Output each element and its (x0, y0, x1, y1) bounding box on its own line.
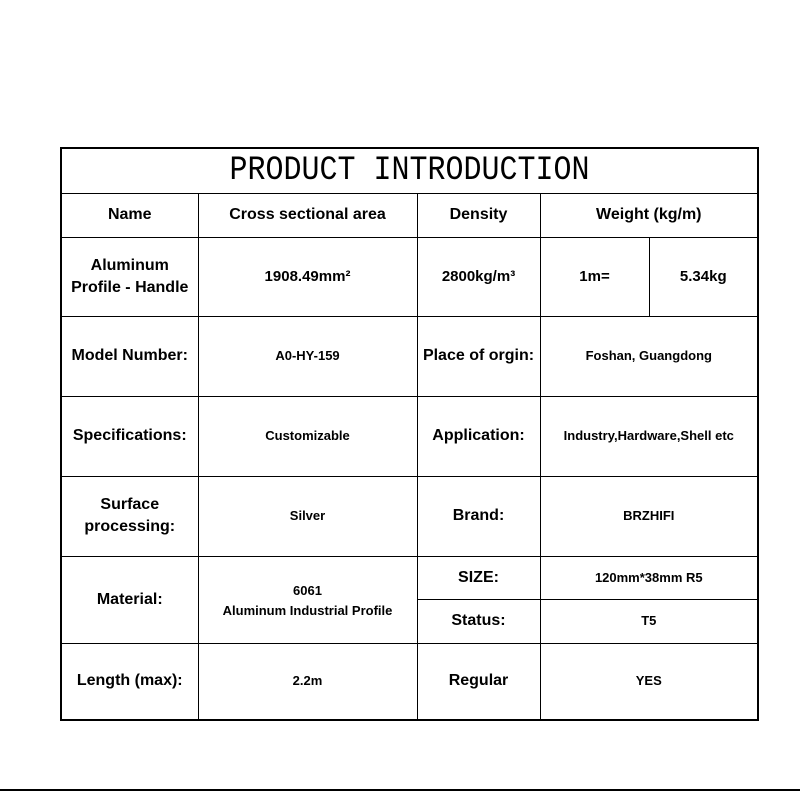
regular-label: Regular (417, 643, 540, 720)
product-weight-value: 5.34kg (649, 237, 758, 316)
brand-value: BRZHIFI (540, 476, 758, 556)
product-cross-section: 1908.49mm² (198, 237, 417, 316)
length-max-label: Length (max): (61, 643, 198, 720)
header-name: Name (61, 193, 198, 237)
size-value: 120mm*38mm R5 (540, 556, 758, 599)
table-title: PRODUCT INTRODUCTION (61, 145, 758, 197)
status-value: T5 (540, 599, 758, 643)
regular-value: YES (540, 643, 758, 720)
surface-row (61, 476, 758, 556)
length-max-value: 2.2m (198, 643, 417, 720)
surface-processing-value: Silver (198, 476, 417, 556)
specifications-row (61, 396, 758, 476)
material-row (61, 556, 758, 599)
material-label: Material: (61, 556, 198, 643)
bottom-divider (0, 789, 800, 791)
header-row (61, 193, 758, 237)
material-value (198, 556, 417, 643)
material-description: Aluminum Industrial Profile (222, 602, 393, 618)
product-name: Aluminum Profile - Handle (61, 237, 198, 316)
application-label: Application: (417, 396, 540, 476)
application-value: Industry,Hardware,Shell etc (540, 396, 758, 476)
surface-processing-label: Surface processing: (61, 476, 198, 556)
specifications-value: Customizable (198, 396, 417, 476)
product-density: 2800kg/m³ (417, 237, 540, 316)
material-grade: 6061 (293, 582, 322, 598)
brand-label: Brand: (417, 476, 540, 556)
status-label: Status: (417, 599, 540, 643)
model-number-value: A0-HY-159 (198, 316, 417, 396)
length-row (61, 643, 758, 720)
place-of-origin-label: Place of orgin: (417, 316, 540, 396)
place-of-origin-value: Foshan, Guangdong (540, 316, 758, 396)
specifications-label: Specifications: (61, 396, 198, 476)
model-row (61, 316, 758, 396)
header-density: Density (417, 193, 540, 237)
title-row (61, 148, 758, 193)
product-spec-table (60, 147, 759, 721)
header-weight: Weight (kg/m) (540, 193, 758, 237)
header-cross-section: Cross sectional area (198, 193, 417, 237)
product-row (61, 237, 758, 316)
product-weight-unit: 1m= (540, 237, 649, 316)
model-number-label: Model Number: (61, 316, 198, 396)
size-label: SIZE: (417, 556, 540, 599)
